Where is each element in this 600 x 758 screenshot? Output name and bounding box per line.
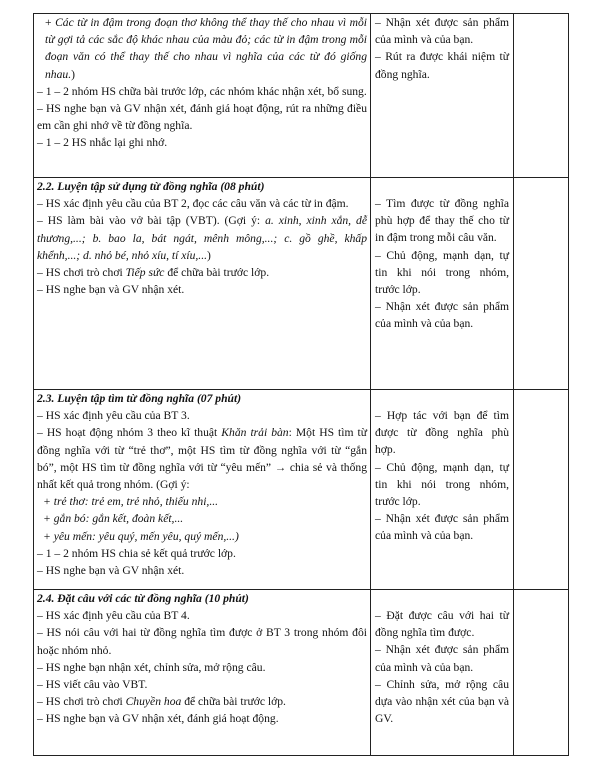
outcome-cell bbox=[371, 390, 514, 590]
list-item: – 1 – 2 nhóm HS chữa bài trước lớp, các nhóm khác nhận xét, bổ sung. bbox=[37, 84, 367, 98]
list-item: + trẻ thơ: trẻ em, trẻ nhỏ, thiếu nhi,... bbox=[43, 495, 219, 509]
outcome-cell bbox=[371, 590, 514, 756]
list-item: – Chỉnh sửa, mở rộng câu dựa vào nhận xét của bạn và GV. bbox=[375, 677, 509, 726]
empty-cell bbox=[514, 178, 569, 390]
list-item: + yêu mến: yêu quý, mến yêu, quý mến,...) bbox=[43, 529, 239, 543]
list-item: – Nhận xét được sản phẩm của mình và của bạn. bbox=[375, 512, 509, 543]
lesson-plan-table bbox=[33, 13, 569, 756]
empty-cell bbox=[514, 590, 569, 756]
list-item: – HS nghe bạn và GV nhận xét. bbox=[37, 564, 185, 578]
section-title: 2.3. Luyện tập tìm từ đồng nghĩa (07 phút) bbox=[37, 392, 242, 405]
activity-cell bbox=[34, 390, 371, 590]
outcome-cell bbox=[371, 178, 514, 390]
activity-cell bbox=[34, 178, 371, 390]
activity-cell bbox=[34, 14, 371, 178]
list-item: – Nhận xét được sản phẩm của mình và của bạn. bbox=[375, 300, 509, 331]
list-item: – HS chơi trò chơi Chuyền hoa để chữa bài trước lớp. bbox=[37, 695, 286, 709]
list-item: – 1 – 2 HS nhắc lại ghi nhớ. bbox=[37, 136, 168, 150]
list-item: – HS xác định yêu cầu của BT 2, đọc các câu văn và các từ in đậm. bbox=[37, 197, 349, 211]
list-item: – HS viết câu vào VBT. bbox=[37, 678, 148, 692]
empty-cell bbox=[514, 390, 569, 590]
list-item: – HS xác định yêu cầu của BT 3. bbox=[37, 409, 190, 423]
list-item: – Hợp tác với bạn để tìm được từ đồng nghĩa phù hợp. bbox=[375, 409, 509, 457]
list-item: + gắn bó: gắn kết, đoàn kết,... bbox=[43, 512, 184, 526]
list-item: – HS nghe bạn và GV nhận xét. bbox=[37, 283, 185, 297]
list-item: – 1 – 2 nhóm HS chia sẻ kết quả trước lớp. bbox=[37, 546, 236, 560]
section-title: 2.4. Đặt câu với các từ đồng nghĩa (10 phút) bbox=[37, 592, 249, 605]
table-row bbox=[34, 14, 569, 178]
table-row bbox=[34, 390, 569, 590]
empty-cell bbox=[514, 14, 569, 178]
list-item: – HS nghe bạn và GV nhận xét, đánh giá hoạt động, rút ra những điều em cần ghi nhớ về từ đồng nghĩa. bbox=[37, 102, 367, 133]
list-item: – Chủ động, mạnh dạn, tự tin khi nói trong nhóm, trước lớp. bbox=[375, 248, 509, 297]
conclusion-line: + Các từ in đậm trong đoạn thơ không thể thay thế cho nhau vì mỗi từ gợi tả các sắc độ khác nhau của màu đỏ; các từ in đậm trong mỗi đoạn văn có thể thay thế cho nhau vì nghĩa của các từ đó giống nhau.) bbox=[45, 16, 367, 81]
list-item: – HS nghe bạn và GV nhận xét, đánh giá hoạt động. bbox=[37, 712, 279, 726]
list-item: – Nhận xét được sản phẩm của mình và của bạn. bbox=[375, 16, 509, 47]
outcome-cell bbox=[371, 14, 514, 178]
list-item: – HS xác định yêu cầu của BT 4. bbox=[37, 609, 190, 623]
list-item: – Đặt được câu với hai từ đồng nghĩa tìm được. bbox=[375, 609, 509, 640]
list-item: – HS nói câu với hai từ đồng nghĩa tìm được ở BT 3 trong nhóm đôi hoặc nhóm nhỏ. bbox=[37, 626, 367, 657]
list-item: – Chủ động, mạnh dạn, tự tin khi nói trong nhóm, trước lớp. bbox=[375, 460, 509, 509]
list-item: – HS chơi trò chơi Tiếp sức để chữa bài trước lớp. bbox=[37, 266, 270, 280]
list-item: – Tìm được từ đồng nghĩa phù hợp để thay thế cho từ in đậm trong mỗi câu văn. bbox=[375, 197, 509, 245]
list-item: – HS làm bài vào vở bài tập (VBT). (Gợi ý: a. xinh, xinh xắn, dễ thương,...; b. bao la, bát ngát, mênh mông,...; c. gồ ghề, khấp khểnh,...; d. nhỏ bé, nhỏ xíu, tí xíu,...) bbox=[37, 214, 367, 262]
section-title: 2.2. Luyện tập sử dụng từ đồng nghĩa (08 phút) bbox=[37, 180, 265, 193]
table-row bbox=[34, 178, 569, 390]
list-item: – HS nghe bạn nhận xét, chỉnh sửa, mở rộng câu. bbox=[37, 660, 266, 674]
list-item: – Rút ra được khái niệm từ đồng nghĩa. bbox=[375, 50, 509, 81]
table-row bbox=[34, 590, 569, 756]
list-item: – HS hoạt động nhóm 3 theo kĩ thuật Khăn trải bàn: Một HS tìm từ đồng nghĩa với từ “trẻ thơ”, một HS tìm từ đồng nghĩa với từ “gắn bó”, một HS tìm từ đồng nghĩa với từ “yêu mến” → chia sẻ và thống nhất kết quả trong nhóm. (Gợi ý: bbox=[37, 426, 368, 492]
list-item: – Nhận xét được sản phẩm của mình và của bạn. bbox=[375, 643, 509, 674]
activity-cell bbox=[34, 590, 371, 756]
